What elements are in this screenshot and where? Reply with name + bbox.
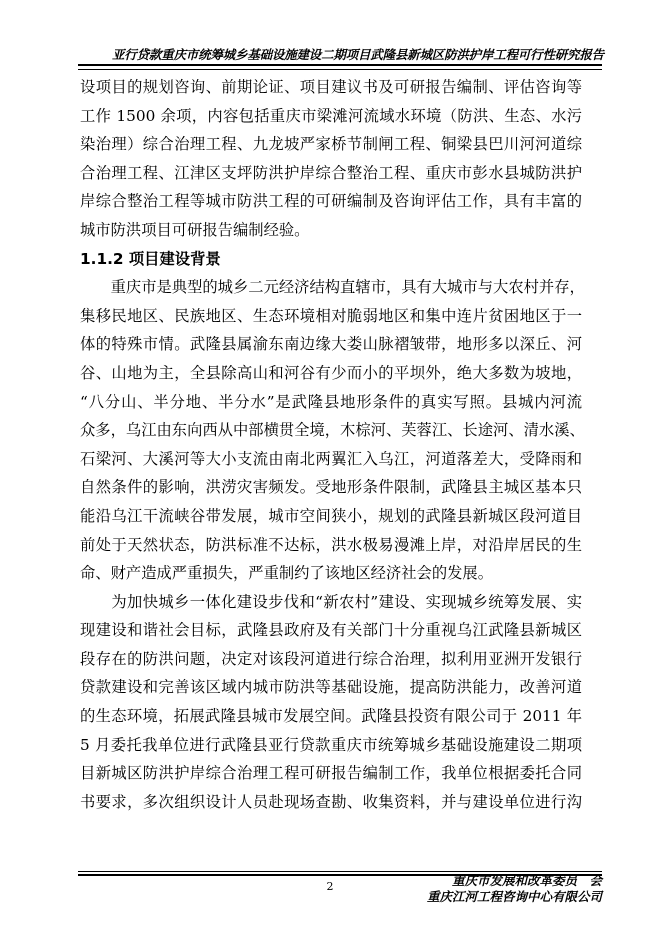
body-line: 为加快城乡一体化建设步伐和“新农村”建设、实现城乡统筹发展、实: [80, 592, 582, 611]
body-line: 合治理工程、江津区支坪防洪护岸综合整治工程、重庆市彭水县城防洪护: [80, 163, 582, 182]
section-heading: 1.1.2 项目建设背景: [80, 249, 221, 268]
body-line: 书要求，多次组织设计人员赴现场查勘、收集资料，并与建设单位进行沟: [80, 792, 582, 811]
footer-rule-thin: [78, 871, 602, 872]
footer-org-2: 重庆江河工程咨询中心有限公司: [426, 889, 602, 904]
body-line: 设项目的规划咨询、前期论证、项目建议书及可研报告编制、评估咨询等: [80, 78, 582, 96]
page-number: 2: [326, 880, 334, 893]
document-body: [80, 73, 585, 816]
body-line: 集移民地区、民族地区、生态环境相对脆弱地区和集中连片贫困地区于一: [80, 306, 582, 325]
body-line: 石梁河、大溪河等大小支流由南北两翼汇入乌江，河道落差大，受降雨和: [80, 449, 582, 468]
body-line: 前处于天然状态，防洪标准不达标，洪水极易漫滩上岸，对沿岸居民的生: [80, 535, 582, 554]
body-line: 的生态环境，拓展武隆县城市发展空间。武隆县投资有限公司于 2011 年: [80, 707, 582, 726]
body-line: 自然条件的影响，洪涝灾害频发。受地形条件限制，武隆县主城区基本只: [80, 478, 582, 497]
body-line: 体的特殊市情。武隆县属渝东南边缘大娄山脉褶皱带，地形多以深丘、河: [80, 335, 582, 354]
header-rule-thin: [78, 69, 602, 70]
body-line: 贷款建设和完善该区域内城市防洪等基础设施，提高防洪能力，改善河道: [80, 678, 582, 697]
body-line: 命、财产造成严重损失，严重制约了该地区经济社会的发展。: [80, 564, 494, 583]
body-line: 城市防洪项目可研报告编制经验。: [80, 220, 310, 239]
body-line: 能沿乌江干流峡谷带发展，城市空间狭小，规划的武隆县新城区段河道目: [80, 506, 582, 525]
body-line: 5 月委托我单位进行武隆县亚行贷款重庆市统筹城乡基础设施建设二期项: [80, 735, 582, 754]
body-line: 染治理）综合治理工程、九龙坡严家桥节制闸工程、铜梁县巴川河河道综: [80, 135, 582, 154]
footer-organizations: [427, 873, 602, 905]
body-line: 现建设和谐社会目标，武隆县政府及有关部门十分重视乌江武隆县新城区: [80, 621, 582, 640]
header-rule-thick: [78, 64, 602, 66]
body-line: 段存在的防洪问题，决定对该段河道进行综合治理，拟利用亚洲开发银行: [80, 649, 582, 668]
body-line: 目新城区防洪护岸综合治理工程可研报告编制工作，我单位根据委托合同: [80, 764, 582, 783]
footer-org-1: 重庆市发展和改革委员 会: [451, 873, 602, 888]
body-line: 谷、山地为主，全县除高山和河谷有少而小的平坝外，绝大多数为坡地，: [80, 363, 582, 382]
body-line: “八分山、半分地、半分水”是武隆县地形条件的真实写照。县城内河流: [80, 392, 582, 411]
body-line: 岸综合整治工程等城市防洪工程的可研编制及咨询评估工作，具有丰富的: [80, 192, 582, 211]
body-line: 重庆市是典型的城乡二元经济结构直辖市，具有大城市与大农村并存，: [80, 278, 585, 297]
body-line: 众多，乌江由东向西从中部横贯全境，木棕河、芙蓉江、长途河、清水溪、: [80, 421, 585, 440]
header-title: 亚行贷款重庆市统筹城乡基础设施建设二期项目武隆县新城区防洪护岸工程可行性研究报告: [111, 47, 604, 62]
body-line: 工作 1500 余项，内容包括重庆市梁滩河流域水环境（防洪、生态、水污: [80, 106, 582, 125]
